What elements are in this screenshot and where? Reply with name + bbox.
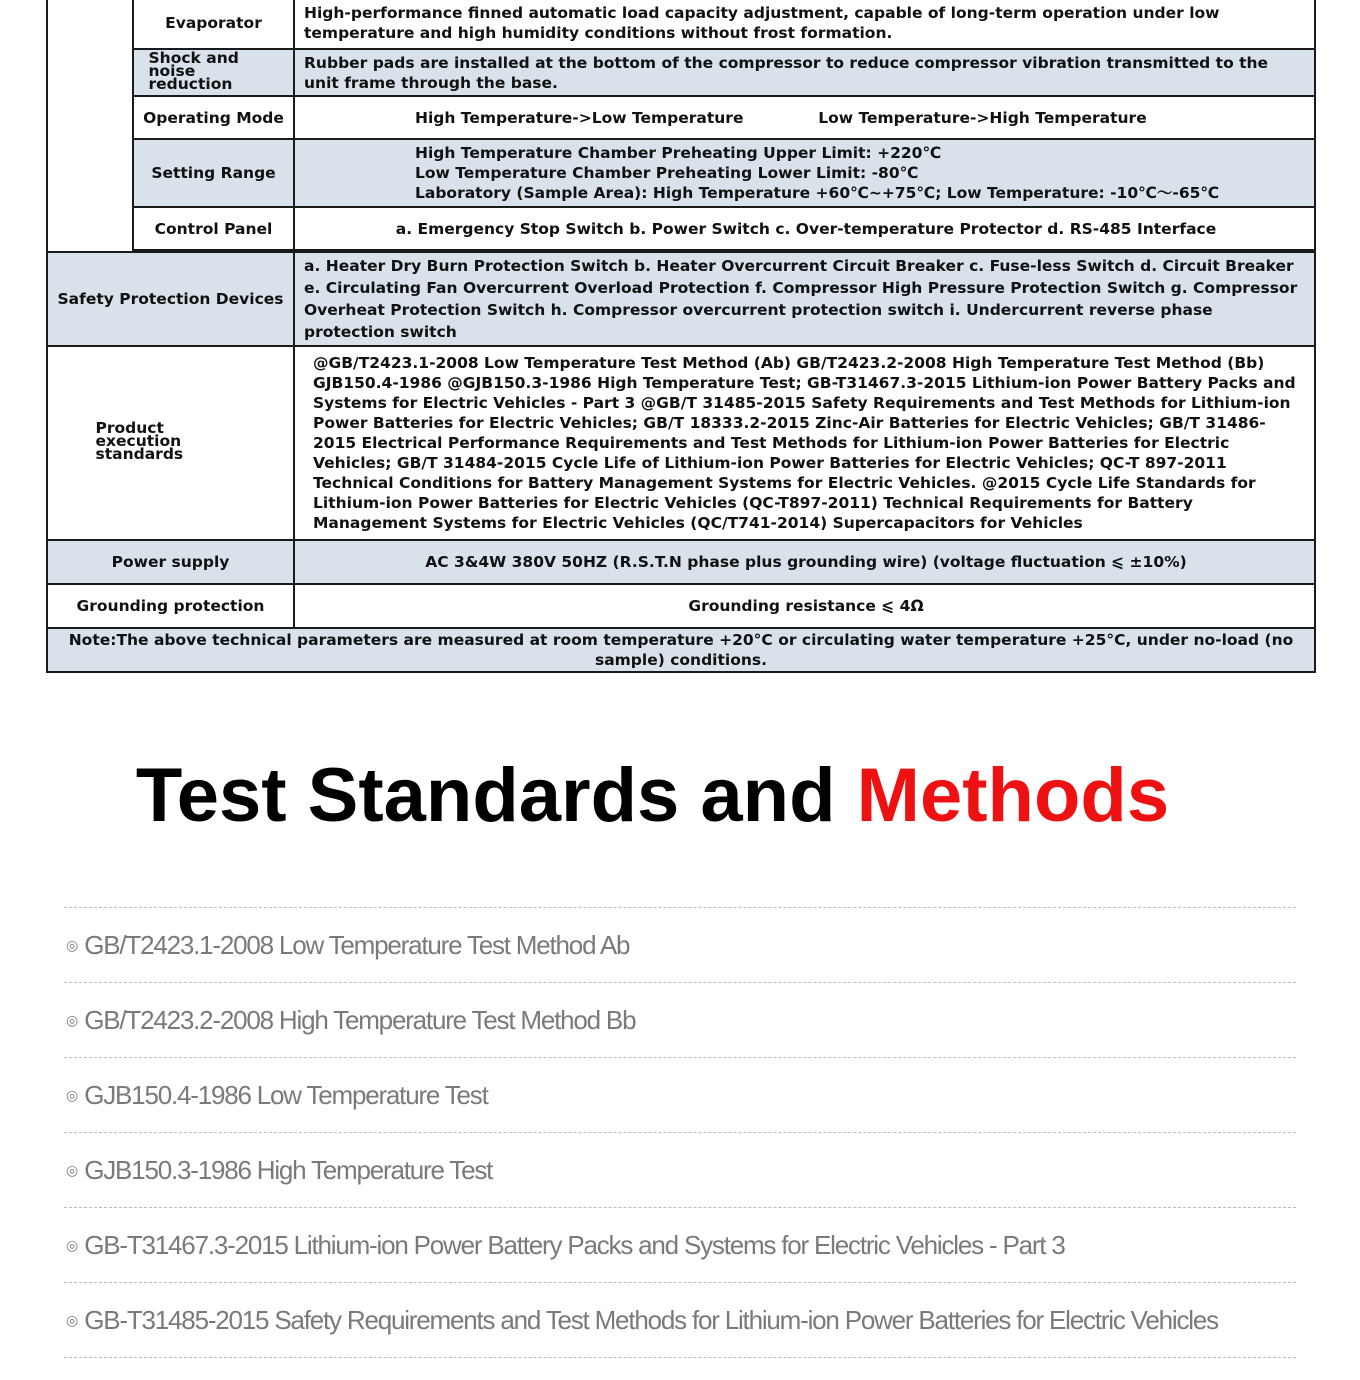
heading-part-2: Methods [856, 753, 1170, 838]
circle-bullet-icon: ◎ [66, 1311, 79, 1328]
row-evaporator [47, 0, 1315, 49]
list-item [64, 982, 1296, 1057]
control-panel-label: Control Panel [133, 207, 294, 250]
row-operating-mode [47, 96, 1315, 139]
circle-bullet-icon: ◎ [66, 1086, 79, 1103]
setting-range-value [294, 139, 1315, 207]
note-text: Note:The above technical parameters are measured at room temperature +20°C or circulating water temperature +25°C, under no-load (no sample) conditions. [47, 628, 1315, 672]
list-item-text: GB-T31485-2015 Safety Requirements and Test Methods for Lithium-ion Power Batteries for Electric Vehicles [84, 1304, 1218, 1335]
setting-range-line-3: Laboratory (Sample Area): High Temperature +60℃~+75℃; Low Temperature: -10℃〜-65℃ [415, 184, 1220, 202]
list-item-text: GJB150.3-1986 High Temperature Test [84, 1154, 493, 1185]
setting-range-label: Setting Range [133, 139, 294, 207]
standards-value: @GB/T2423.1-2008 Low Temperature Test Method (Ab) GB/T2423.2-2008 High Temperature Test Method (Bb) GJB150.4-1986 @GJB150.3-1986 High Temperature Test; GB-T31467.3-2015 Lithium-ion Power Battery Packs and Systems for Electric Vehicles - Part 3 @GB/T 31485-2015 Safety Requirements and Test Methods for Lithium-ion Power Batteries for Electric Vehicles; GB/T 18333.2-2015 Zinc-Air Batteries for Electric Vehicles; GB/T 31486-2015 Electrical Performance Requirements and Test Methods for Lithium-ion Power Batteries for Electric Vehicles; GB/T 31484-2015 Cycle Life of Lithium-ion Power Batteries for Electric Vehicles; QC-T 897-2011 Technical Conditions for Battery Management Systems for Electric Vehicles. @2015 Cycle Life Standards for Lithium-ion Power Batteries for Electric Vehicles (QC-T897-2011) Technical Requirements for Battery Management Systems for Electric Vehicles (QC/T741-2014) Supercapacitors for Vehicles [294, 346, 1315, 540]
heading-part-1: Test Standards and [135, 753, 836, 838]
operating-mode-value [294, 96, 1315, 139]
standards-label-text: Product execution standards [95, 419, 184, 463]
list-item-text: GB/T2423.1-2008 Low Temperature Test Method Ab [84, 929, 630, 960]
power-value: AC 3&4W 380V 50HZ (R.S.T.N phase plus grounding wire) (voltage fluctuation ⩽ ±10%) [294, 540, 1315, 584]
shock-label-text: Shock and noise reduction [148, 48, 239, 93]
row-grounding [47, 584, 1315, 628]
circle-bullet-icon: ◎ [66, 1011, 79, 1028]
shock-value: Rubber pads are installed at the bottom of the compressor to reduce compressor vibration transmitted to the unit frame through the base. [294, 49, 1315, 96]
power-label: Power supply [47, 540, 294, 584]
row-shock [47, 49, 1315, 96]
row-standards [47, 346, 1315, 540]
mode-low-to-high: Low Temperature->High Temperature [818, 108, 1147, 127]
setting-range-line-2: Low Temperature Chamber Preheating Lower Limit: -80℃ [415, 164, 919, 182]
evaporator-label: Evaporator [133, 0, 294, 49]
row-note [47, 628, 1315, 672]
group-cell [47, 0, 133, 252]
list-item [64, 1207, 1296, 1282]
row-power [47, 540, 1315, 584]
setting-range-line-1: High Temperature Chamber Preheating Upper Limit: +220℃ [415, 144, 942, 162]
circle-bullet-icon: ◎ [66, 1236, 79, 1253]
list-item [64, 1057, 1296, 1132]
list-item-text: GB-T31467.3-2015 Lithium-ion Power Battery Packs and Systems for Electric Vehicles - Part 3 [84, 1229, 1065, 1260]
safety-value: a. Heater Dry Burn Protection Switch b. Heater Overcurrent Circuit Breaker c. Fuse-less Switch d. Circuit Breaker e. Circulating Fan Overcurrent Overload Protection f. Compressor High Pressure Protection Switch g. Compressor Overheat Protection Switch h. Compressor overcurrent protection switch i. Undercurrent reverse phase protection switch [294, 252, 1315, 346]
list-item-text: GJB150.4-1986 Low Temperature Test [84, 1079, 488, 1110]
control-panel-value: a. Emergency Stop Switch b. Power Switch c. Over-temperature Protector d. RS-485 Interface [294, 207, 1315, 250]
list-item [64, 1132, 1296, 1207]
standards-list [64, 907, 1296, 1358]
row-setting-range [47, 139, 1315, 207]
operating-mode-label: Operating Mode [133, 96, 294, 139]
spec-table [46, 0, 1316, 673]
list-item [64, 1282, 1296, 1357]
mode-high-to-low: High Temperature->Low Temperature [415, 108, 744, 127]
circle-bullet-icon: ◎ [66, 936, 79, 953]
safety-label: Safety Protection Devices [47, 252, 294, 346]
section-heading [0, 752, 1305, 839]
grounding-label: Grounding protection [47, 584, 294, 628]
list-item [64, 907, 1296, 982]
grounding-value: Grounding resistance ⩽ 4Ω [294, 584, 1315, 628]
list-divider [64, 1357, 1296, 1358]
list-item-text: GB/T2423.2-2008 High Temperature Test Method Bb [84, 1004, 636, 1035]
shock-label [133, 49, 294, 96]
evaporator-value: High-performance finned automatic load capacity adjustment, capable of long-term operation under low temperature and high humidity conditions without frost formation. [294, 0, 1315, 49]
row-control-panel [47, 207, 1315, 250]
row-safety [47, 252, 1315, 346]
circle-bullet-icon: ◎ [66, 1161, 79, 1178]
standards-label [47, 346, 294, 540]
